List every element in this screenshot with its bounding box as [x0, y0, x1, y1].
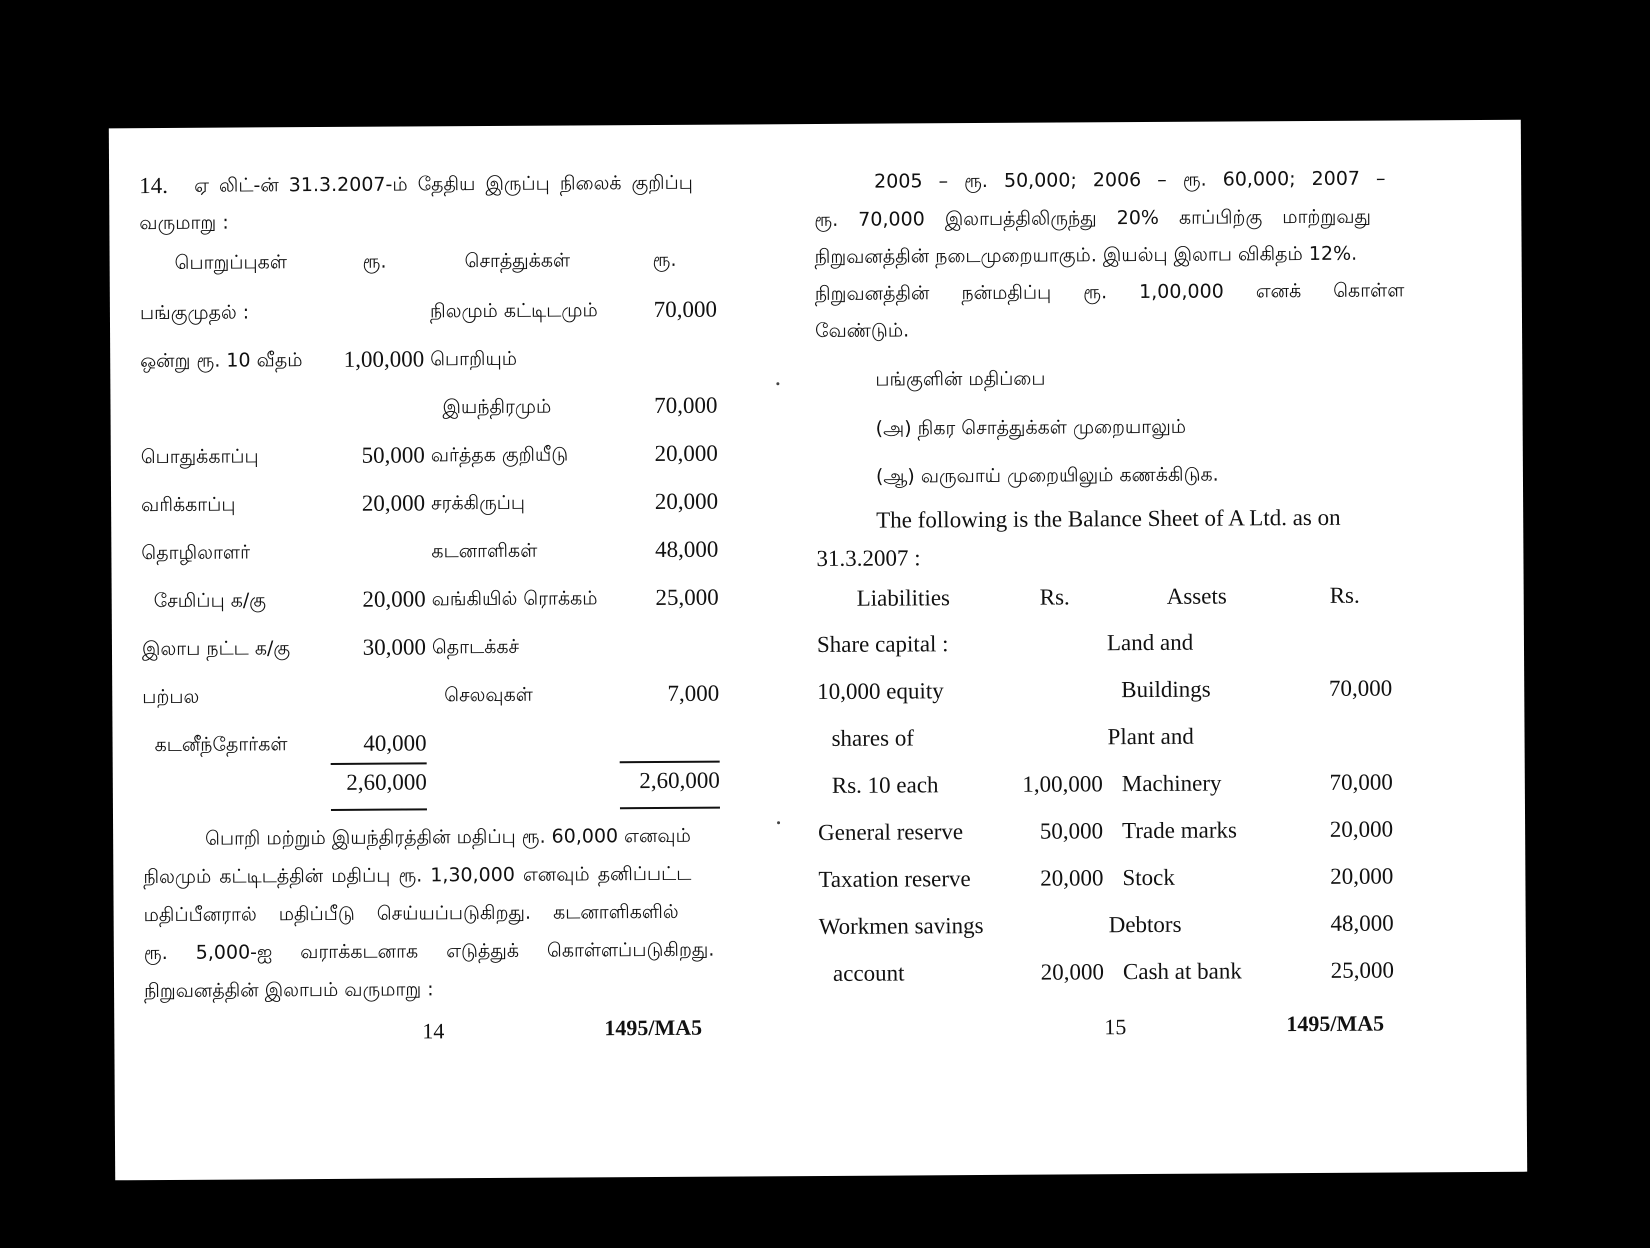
note-line-5: நிறுவனத்தின் இலாபம் வருமாறு :: [144, 978, 434, 1003]
liability-amount: 20,000: [1040, 865, 1104, 891]
liability-label: Share capital :: [816, 631, 949, 658]
asset-amount: [605, 729, 719, 730]
asset-label: Buildings: [1121, 676, 1211, 703]
liability-amount: [308, 298, 424, 299]
subtotal-rule: [620, 761, 720, 764]
asset-amount: [1272, 722, 1392, 723]
asset-amount: 20,000: [1329, 816, 1394, 842]
asset-amount: 70,000: [1328, 675, 1393, 701]
liability-amount: [992, 677, 1102, 678]
liability-amount: [992, 724, 1102, 725]
subtotal-rule: [331, 762, 427, 765]
liability-label: பற்பல: [142, 685, 200, 709]
header-rs: ரூ.: [362, 250, 387, 273]
asset-amount: 7,000: [667, 680, 720, 706]
asset-label: வர்த்தக குறியீடு: [430, 443, 569, 467]
page-number: 14: [422, 1018, 445, 1044]
note-line-1: பொறி மற்றும் இயந்திரத்தின் மதிப்பு ரூ. 60,000 எனவும்: [205, 824, 691, 850]
total-assets: 2,60,000: [639, 767, 720, 794]
asset-label: Land and: [1106, 629, 1194, 656]
liability-label: General reserve: [818, 819, 964, 846]
asset-amount: 20,000: [654, 440, 718, 466]
asset-amount: 70,000: [653, 296, 717, 322]
eng-header-assets: Assets: [1166, 583, 1227, 609]
asset-amount: 25,000: [1330, 957, 1395, 983]
liability-amount: 50,000: [1039, 818, 1104, 844]
right-para-line-3: நிறுவனத்தின் நடைமுறையாகும். இயல்பு இலாப விகிதம் 12%.: [814, 242, 1358, 269]
asset-label: Debtors: [1108, 911, 1182, 938]
liability-amount: 50,000: [361, 442, 425, 468]
asset-amount: 20,000: [654, 488, 719, 514]
liability-label: ஒன்று ரூ. 10 வீதம்: [140, 349, 303, 373]
eng-header-liabilities: Liabilities: [856, 585, 951, 611]
liability-label: shares of: [831, 725, 915, 751]
asset-label: நிலமும் கட்டிடமும்: [429, 299, 598, 323]
scan-speck: [777, 821, 780, 824]
right-para-line-2: ரூ. 70,000 இலாபத்திலிருந்து 20% காப்பிற்கு மாற்றுவது: [814, 205, 1372, 232]
question-intro-cont: வருமாறு :: [139, 211, 229, 235]
right-para-line-5: வேண்டும்.: [814, 319, 910, 343]
total-rule: [331, 808, 427, 811]
liability-label: Workmen savings: [818, 912, 984, 940]
liability-amount: 30,000: [362, 634, 427, 660]
liability-label: Rs. 10 each: [831, 772, 939, 798]
right-para-line-4: நிறுவனத்தின் நன்மதிப்பு ரூ. 1,00,000 எனக் கொள்ள: [814, 279, 1405, 306]
liability-amount: 20,000: [361, 490, 426, 516]
liability-amount: 40,000: [363, 730, 427, 756]
asset-amount: [605, 633, 719, 634]
liability-label: Taxation reserve: [818, 866, 971, 893]
asset-label: Cash at bank: [1122, 958, 1242, 985]
value-instruction: பங்குளின் மதிப்பை: [875, 367, 1046, 391]
header-assets: சொத்துக்கள்: [464, 249, 571, 273]
asset-label: வங்கியில் ரொக்கம்: [431, 587, 598, 611]
liability-amount: [309, 538, 425, 539]
liability-amount: 1,00,000: [1022, 771, 1103, 797]
asset-label: தொடக்கச்: [431, 635, 520, 659]
asset-label: Stock: [1122, 864, 1175, 891]
liability-label: account: [832, 960, 905, 986]
note-line-4: ரூ. 5,000-ஐ வராக்கடனாக எடுத்துக் கொள்ளப்படுகிறது.: [143, 938, 715, 965]
asset-amount: 70,000: [654, 392, 718, 418]
note-line-2: நிலமும் கட்டிடத்தின் மதிப்பு ரூ. 1,30,000 எனவும் தனிப்பட்ட: [143, 862, 692, 889]
asset-amount: 48,000: [1330, 910, 1394, 936]
asset-amount: [603, 345, 717, 346]
liability-amount: 20,000: [362, 586, 426, 612]
asset-label: கடனாளிகள்: [431, 539, 538, 563]
liability-amount: [994, 912, 1104, 913]
liability-amount: [308, 394, 424, 395]
scanned-sheet: [109, 120, 1527, 1181]
question-intro: ஏ லிட்-ன் 31.3.2007-ம் தேதிய இருப்பு நிலைக் குறிப்பு: [194, 171, 693, 197]
eng-header-rs: Rs.: [1329, 582, 1360, 608]
option-b: (ஆ) வருவாய் முறையிலும் கணக்கிடுக.: [875, 463, 1219, 488]
asset-label: Plant and: [1107, 723, 1194, 750]
english-intro-cont: 31.3.2007 :: [816, 545, 921, 572]
asset-label: சரக்கிருப்பு: [431, 491, 526, 515]
english-intro: The following is the Balance Sheet of A Ltd. as on: [876, 504, 1341, 533]
liability-label: பொதுக்காப்பு: [140, 445, 259, 469]
total-rule: [620, 807, 720, 810]
note-line-3: மதிப்பீனரால் மதிப்பீடு செய்யப்படுகிறது. கடனாளிகளில்: [143, 900, 679, 927]
scan-speck: [776, 382, 779, 385]
asset-amount: 70,000: [1329, 769, 1393, 795]
eng-header-rs: Rs.: [1039, 584, 1070, 610]
asset-amount: [1272, 628, 1392, 629]
paper-code: 1495/MA5: [1286, 1010, 1385, 1037]
total-liabilities: 2,60,000: [346, 769, 427, 795]
liability-label: இலாப நட்ட க/கு: [141, 637, 291, 661]
question-number: 14.: [139, 172, 168, 199]
asset-label: செலவுகள்: [444, 683, 533, 707]
liability-amount: 20,000: [1040, 959, 1105, 985]
header-rs: ரூ.: [652, 248, 677, 272]
liability-label: 10,000 equity: [817, 678, 944, 705]
paper-code: 1495/MA5: [604, 1014, 703, 1041]
page-number: 15: [1104, 1014, 1127, 1040]
asset-amount: 20,000: [1330, 863, 1394, 889]
option-a: (அ) நிகர சொத்துக்கள் முறையாலும்: [875, 415, 1187, 440]
header-liabilities: பொறுப்புகள்: [174, 251, 288, 274]
asset-label: இயந்திரமும்: [442, 395, 552, 419]
asset-label: Machinery: [1121, 770, 1222, 797]
liability-label: கடனீந்தோர்கள்: [154, 733, 288, 757]
liability-label: தொழிலாளர்: [141, 541, 251, 565]
asset-label: Trade marks: [1122, 817, 1237, 844]
asset-label: பொறியும்: [430, 347, 518, 371]
liability-label: வரிக்காப்பு: [141, 493, 236, 517]
liability-label: பங்குமுதல் :: [139, 301, 250, 325]
right-para-line-1: 2005 – ரூ. 50,000; 2006 – ரூ. 60,000; 2007 –: [874, 167, 1386, 193]
asset-amount: 25,000: [655, 584, 719, 610]
liability-amount: [310, 682, 426, 683]
liability-amount: 1,00,000: [343, 346, 425, 372]
liability-amount: [992, 630, 1102, 631]
asset-amount: 48,000: [655, 536, 719, 562]
liability-label: சேமிப்பு க/கு: [153, 589, 267, 613]
